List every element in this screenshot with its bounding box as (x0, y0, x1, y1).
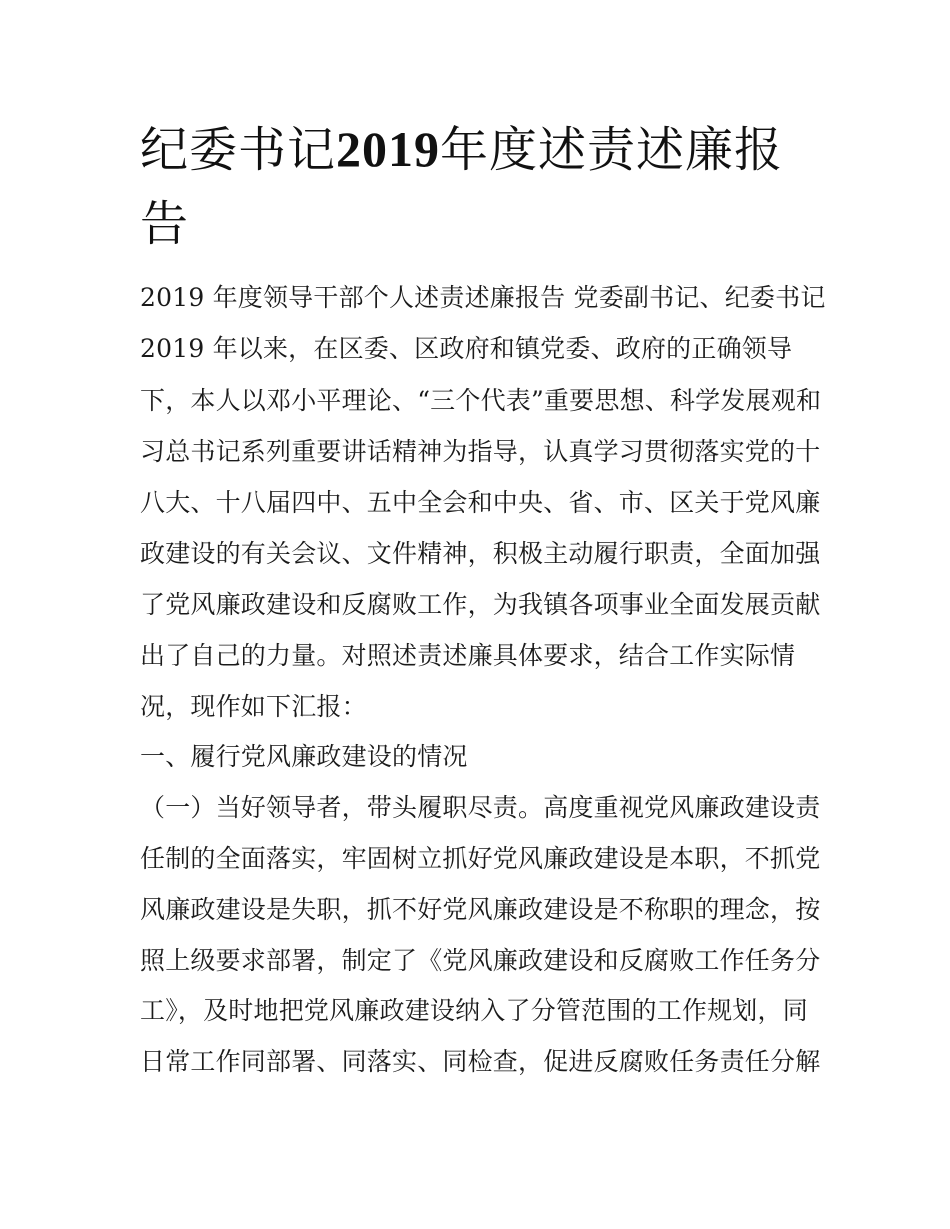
body-line: 2019 年以来，在区委、区政府和镇党委、政府的正确领导 (140, 334, 793, 363)
body-line: 日常工作同部署、同落实、同检查，促进反腐败任务责任分解 (140, 1047, 821, 1076)
body-line: （一）当好领导者，带头履职尽责。高度重视党风廉政建设责 (140, 793, 821, 822)
body-line: 况，现作如下汇报： (140, 692, 367, 721)
body-line: 了党风廉政建设和反腐败工作，为我镇各项事业全面发展贡献 (140, 590, 821, 619)
body-line: 照上级要求部署，制定了《党风廉政建设和反腐败工作任务分 (140, 946, 821, 975)
title-year: 2019 (336, 121, 441, 177)
body-line: 政建设的有关会议、文件精神，积极主动履行职责，全面加强 (140, 539, 821, 568)
section-heading: 一、履行党风廉政建设的情况 (140, 742, 468, 771)
body-line: 出了自己的力量。对照述责述廉具体要求，结合工作实际情 (140, 641, 796, 670)
body-line: 下，本人以邓小平理论、“三个代表”重要思想、科学发展观和 (140, 386, 822, 415)
body-line: 习总书记系列重要讲话精神为指导，认真学习贯彻落实党的十 (140, 437, 821, 466)
body-line: 风廉政建设是失职，抓不好党风廉政建设是不称职的理念，按 (140, 895, 821, 924)
document-title (140, 112, 820, 261)
body-line: 工》，及时地把党风廉政建设纳入了分管范围的工作规划，同 (140, 996, 808, 1025)
body-line: 任制的全面落实，牢固树立抓好党风廉政建设是本职，不抓党 (140, 844, 821, 873)
title-suffix: 年度述责述廉报告 (140, 122, 784, 252)
title-prefix: 纪委书记 (140, 122, 337, 178)
body-line: 2019 年度领导干部个人述责述廉报告 党委副书记、纪委书记 (140, 283, 826, 312)
body-line: 八大、十八届四中、五中全会和中央、省、市、区关于党风廉 (140, 488, 821, 517)
